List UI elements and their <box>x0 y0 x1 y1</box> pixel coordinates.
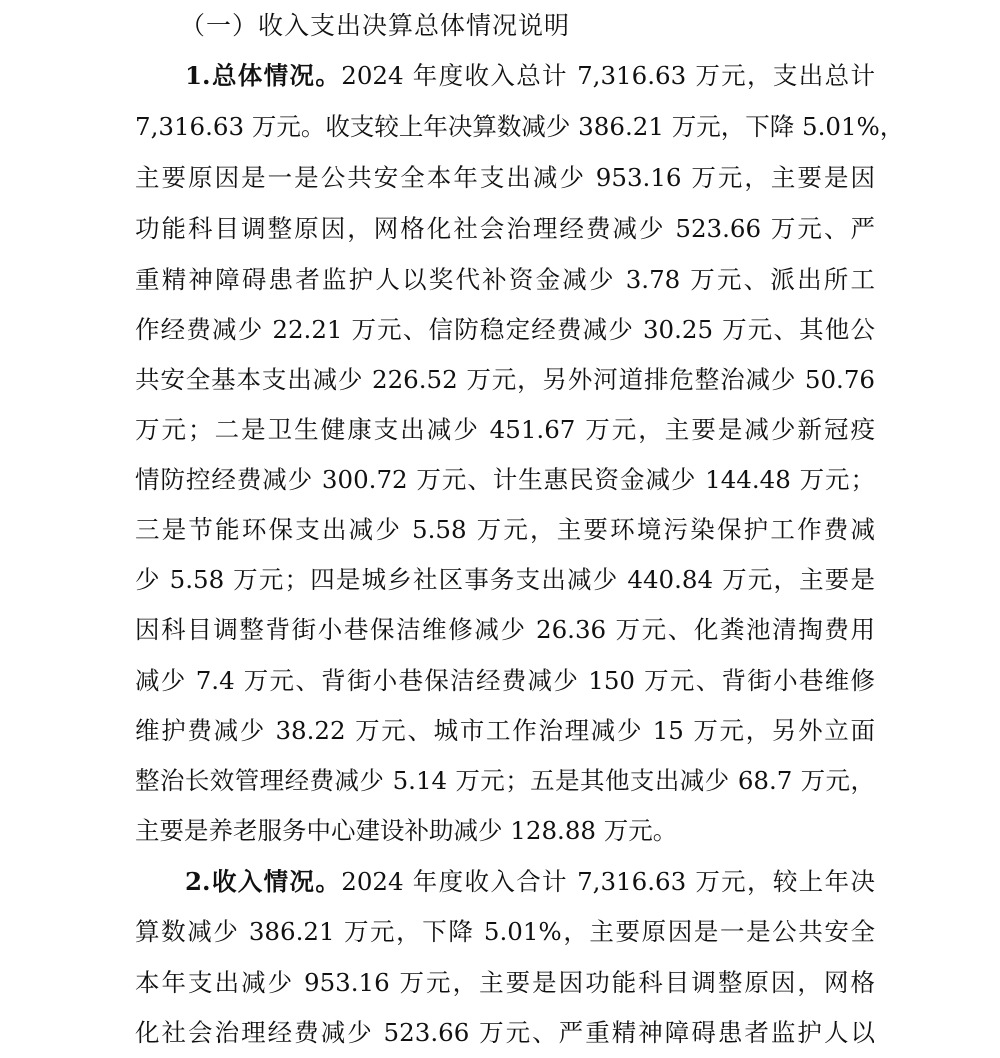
paragraph-line: 维护费减少 38.22 万元、城市工作治理减少 15 万元，另外立面 <box>135 716 875 745</box>
paragraph-line: 主要原因是一是公共安全本年支出减少 953.16 万元，主要是因 <box>135 163 875 192</box>
paragraph-line: 主要是养老服务中心建设补助减少 128.88 万元。 <box>135 816 678 845</box>
paragraph-line: 化社会治理经费减少 523.66 万元、严重精神障碍患者监护人以 <box>135 1018 875 1047</box>
paragraph-line: 重精神障碍患者监护人以奖代补资金减少 3.78 万元、派出所工 <box>135 265 875 294</box>
paragraph-line: 少 5.58 万元；四是城乡社区事务支出减少 440.84 万元，主要是 <box>135 565 875 594</box>
paragraph-line: 减少 7.4 万元、背街小巷保洁经费减少 150 万元、背街小巷维修 <box>135 666 875 695</box>
section-title: 2.收入情况。 <box>185 867 342 896</box>
paragraph-line: 情防控经费减少 300.72 万元、计生惠民资金减少 144.48 万元； <box>135 465 875 494</box>
line-text: 2024 年度收入合计 7,316.63 万元，较上年决 <box>341 867 875 896</box>
paragraph-line: 算数减少 386.21 万元，下降 5.01%，主要原因是一是公共安全 <box>135 917 875 946</box>
paragraph-line <box>185 857 875 907</box>
paragraph-line: 万元；二是卫生健康支出减少 451.67 万元，主要是减少新冠疫 <box>135 415 875 444</box>
paragraph-line: 共安全基本支出减少 226.52 万元，另外河道排危整治减少 50.76 <box>135 365 875 394</box>
paragraph-line: 整治长效管理经费减少 5.14 万元；五是其他支出减少 68.7 万元， <box>135 766 875 795</box>
paragraph-line: 本年支出减少 953.16 万元，主要是因功能科目调整原因，网格 <box>135 968 875 997</box>
paragraph-line: 功能科目调整原因，网格化社会治理经费减少 523.66 万元、严 <box>135 214 875 243</box>
paragraph-line <box>185 51 875 101</box>
line-text: 2024 年度收入总计 7,316.63 万元，支出总计 <box>341 61 875 90</box>
paragraph-line: 因科目调整背街小巷保洁维修减少 26.36 万元、化粪池清掏费用 <box>135 615 875 644</box>
paragraph-line: 三是节能环保支出减少 5.58 万元，主要环境污染保护工作费减 <box>135 515 875 544</box>
paragraph-line: 作经费减少 22.21 万元、信防稳定经费减少 30.25 万元、其他公 <box>135 315 875 344</box>
section-heading: （一）收入支出决算总体情况说明 <box>180 11 571 40</box>
section-title: 1.总体情况。 <box>185 61 342 90</box>
paragraph-line: 7,316.63 万元。收支较上年决算数减少 386.21 万元，下降 5.01%， <box>135 112 905 141</box>
